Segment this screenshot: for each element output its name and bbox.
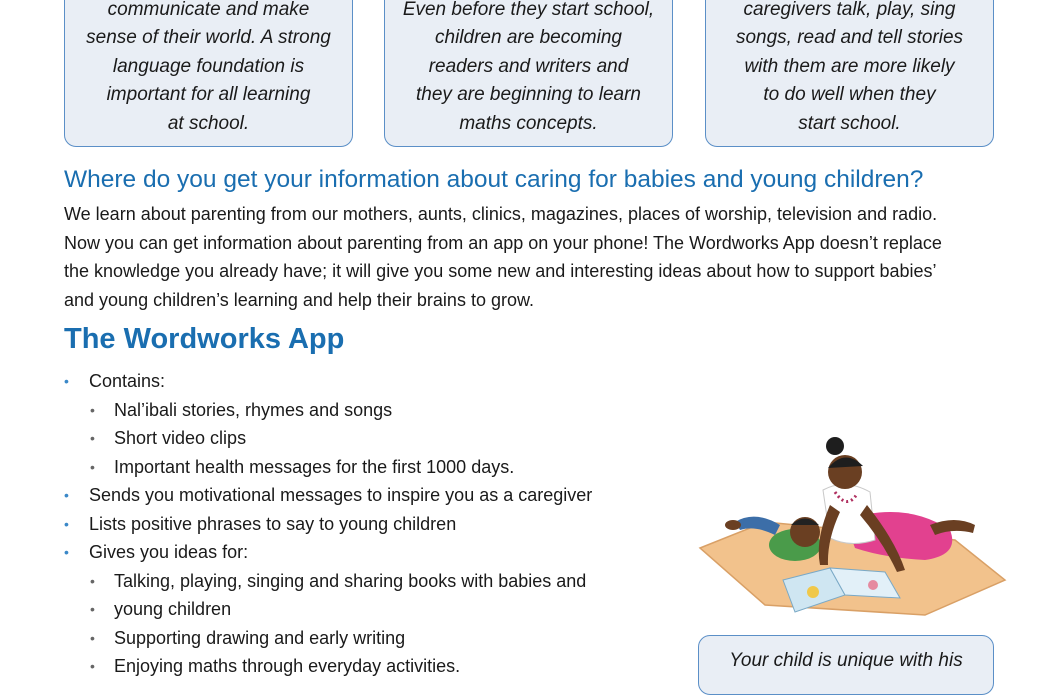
- list-item: • Sends you motivational messages to inspire you as a caregiver: [64, 481, 664, 510]
- info-card-caregivers: [705, 0, 994, 147]
- card-line: they are beginning to learn: [416, 84, 641, 105]
- paragraph-line: We learn about parenting from our mothers, aunts, clinics, magazines, places of worship, television and radio.: [64, 204, 938, 224]
- list-item: • Contains:: [64, 367, 664, 396]
- card-line: to do well when they: [763, 84, 936, 105]
- card-line: caregivers talk, play, sing: [743, 0, 956, 20]
- section-heading: Where do you get your information about caring for babies and young children?: [64, 166, 924, 193]
- card-line: start school.: [798, 112, 901, 134]
- list-item: • Gives you ideas for:: [64, 538, 664, 567]
- reading-illustration: [695, 430, 1010, 625]
- list-subitem: • Nal’ibali stories, rhymes and songs: [64, 396, 664, 425]
- list-item: • Lists positive phrases to say to young children: [64, 510, 664, 539]
- info-card-language: [64, 0, 353, 147]
- paragraph-line: and young children’s learning and help their brains to grow.: [64, 289, 534, 310]
- card-line: sense of their world. A strong: [86, 27, 331, 48]
- card-line: important for all learning: [106, 84, 311, 105]
- info-card-before-school: [384, 0, 673, 147]
- card-line: maths concepts.: [459, 112, 598, 134]
- card-line: songs, read and tell stories: [735, 27, 964, 48]
- quote-box: Your child is unique with his: [698, 635, 994, 695]
- card-line: with them are more likely: [744, 55, 955, 77]
- list-subitem: • Enjoying maths through everyday activities.: [64, 652, 664, 681]
- card-line: language foundation is: [112, 55, 305, 77]
- card-line: children are becoming: [435, 27, 622, 48]
- paragraph-line: Now you can get information about parenting from an app on your phone! The Wordworks App doesn’t replace: [64, 232, 942, 253]
- list-subitem: • Supporting drawing and early writing: [64, 624, 664, 653]
- list-subitem: • Talking, playing, singing and sharing books with babies and: [64, 567, 664, 596]
- list-subitem: • Important health messages for the first 1000 days.: [64, 453, 664, 482]
- card-line: communicate and make: [107, 0, 310, 20]
- list-subitem-continuation: • young children: [64, 595, 664, 624]
- card-line: at school.: [167, 112, 250, 134]
- app-features-list: [64, 367, 664, 681]
- list-subitem: • Short video clips: [64, 424, 664, 453]
- intro-paragraph: [64, 200, 1004, 314]
- app-heading: The Wordworks App: [64, 323, 345, 355]
- paragraph-line: the knowledge you already have; it will give you some new and interesting ideas about how to support babies’: [64, 261, 937, 281]
- card-line: readers and writers and: [428, 55, 629, 77]
- card-line: Even before they start school,: [402, 0, 655, 20]
